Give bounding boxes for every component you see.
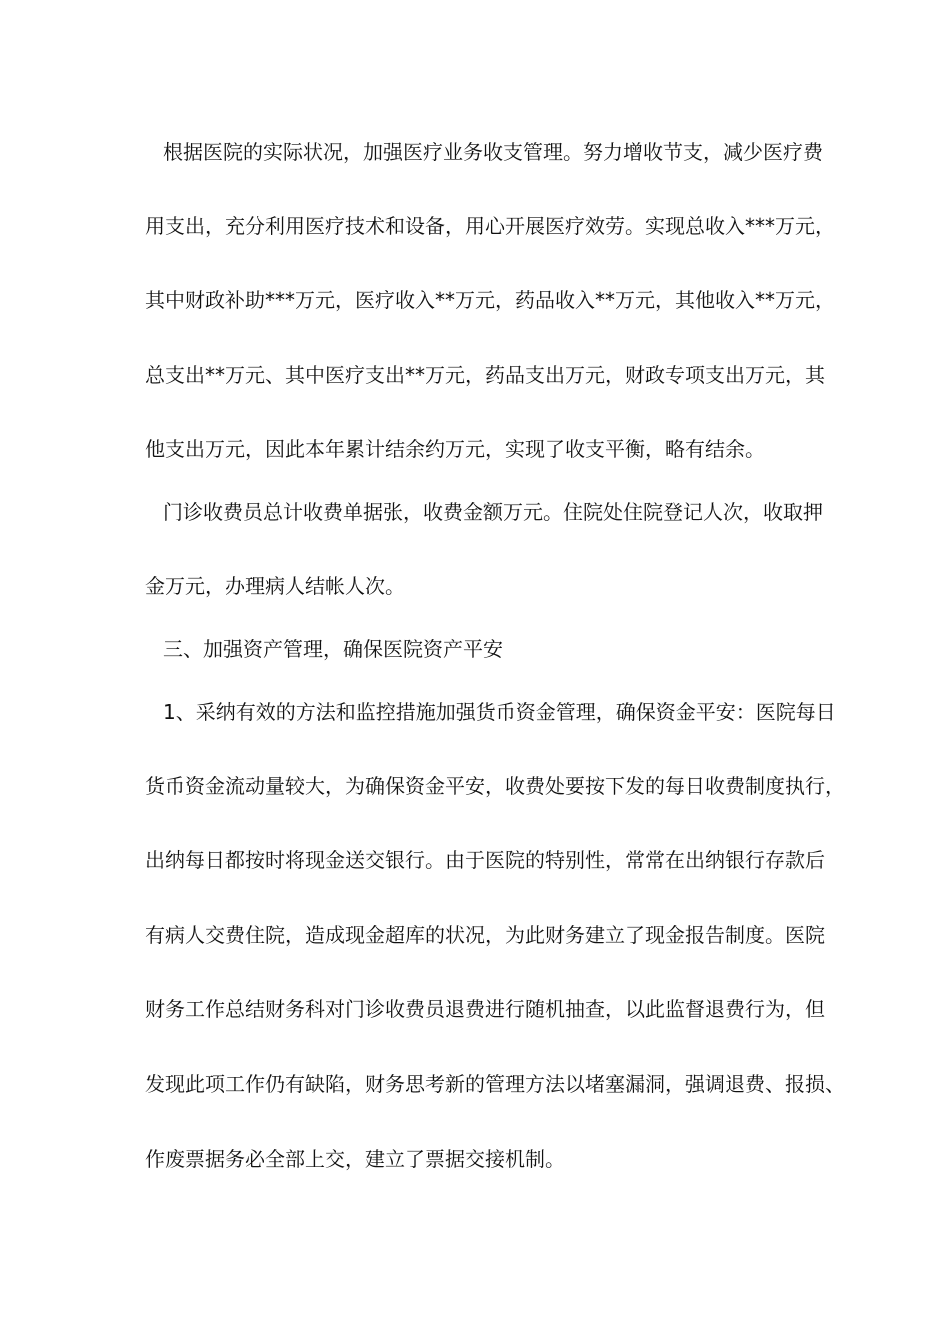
- section-heading: 三、加强资产管理，确保医院资产平安: [163, 637, 503, 661]
- paragraph-1-line-1: 根据医院的实际状况，加强医疗业务收支管理。努力增收节支，减少医疗费: [163, 140, 823, 164]
- paragraph-1-line-3: 其中财政补助***万元，医疗收入**万元，药品收入**万元，其他收入**万元，: [145, 288, 835, 312]
- paragraph-4-line-6: 发现此项工作仍有缺陷，财务思考新的管理方法以堵塞漏洞，强调退费、报损、: [145, 1072, 845, 1096]
- paragraph-1-line-4: 总支出**万元、其中医疗支出**万元，药品支出万元，财政专项支出万元，其: [145, 363, 825, 387]
- paragraph-2-line-1: 门诊收费员总计收费单据张，收费金额万元。住院处住院登记人次，收取押: [163, 500, 823, 524]
- paragraph-2-line-2: 金万元，办理病人结帐人次。: [145, 574, 405, 598]
- paragraph-1-line-2: 用支出，充分利用医疗技术和设备，用心开展医疗效劳。实现总收入***万元，: [145, 214, 835, 238]
- paragraph-4-line-1: 1、采纳有效的方法和监控措施加强货币资金管理，确保资金平安：医院每日: [163, 700, 836, 724]
- paragraph-4-line-7: 作废票据务必全部上交，建立了票据交接机制。: [145, 1147, 565, 1171]
- paragraph-1-line-5: 他支出万元，因此本年累计结余约万元，实现了收支平衡，略有结余。: [145, 437, 765, 461]
- paragraph-4-line-5: 财务工作总结财务科对门诊收费员退费进行随机抽查，以此监督退费行为，但: [145, 997, 825, 1021]
- paragraph-4-line-4: 有病人交费住院，造成现金超库的状况，为此财务建立了现金报告制度。医院: [145, 923, 825, 947]
- paragraph-4-line-2: 货币资金流动量较大，为确保资金平安，收费处要按下发的每日收费制度执行，: [145, 774, 845, 798]
- paragraph-4-line-3: 出纳每日都按时将现金送交银行。由于医院的特别性，常常在出纳银行存款后: [145, 848, 825, 872]
